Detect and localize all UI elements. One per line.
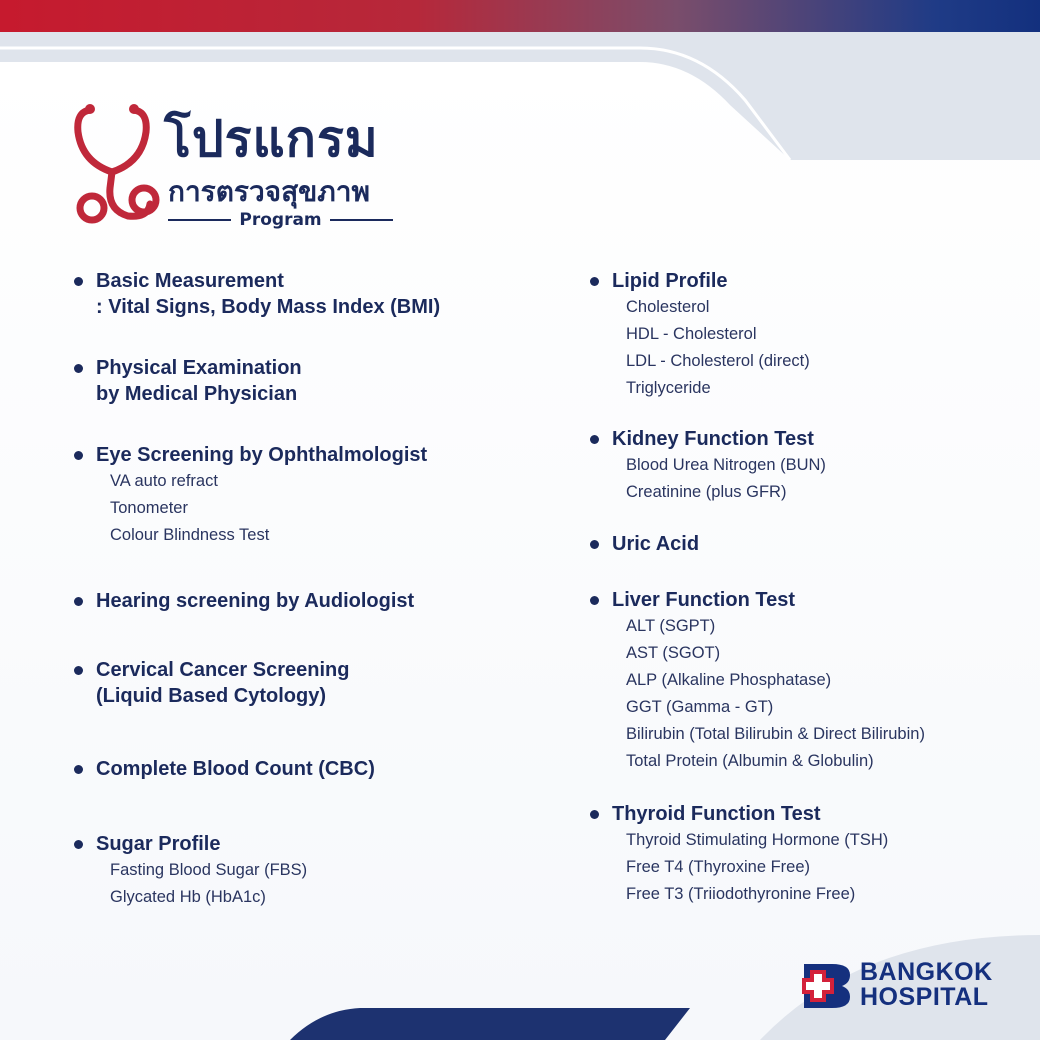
title-thai-sub: การตรวจสุขภาพ xyxy=(168,175,370,208)
section-heading xyxy=(72,355,302,407)
list-item: Free T3 (Triiodothyronine Free) xyxy=(626,885,856,903)
section-heading xyxy=(588,587,925,613)
heading-line: Sugar Profile xyxy=(96,833,221,855)
hospital-cross-icon xyxy=(802,962,852,1010)
section-heading xyxy=(588,426,826,452)
list-item: Triglyceride xyxy=(626,379,711,397)
title-thai-main: โปรแกรม xyxy=(164,110,379,168)
section-hearing-screening xyxy=(72,588,414,614)
bullet xyxy=(74,277,83,286)
bullet xyxy=(74,765,83,774)
section-heading xyxy=(72,268,440,320)
list-item: Thyroid Stimulating Hormone (TSH) xyxy=(626,831,889,849)
brand-line-1: BANGKOK xyxy=(860,958,993,986)
list-item: HDL - Cholesterol xyxy=(626,325,757,343)
heading-line: : Vital Signs, Body Mass Index (BMI) xyxy=(96,296,441,318)
heading-line: (Liquid Based Cytology) xyxy=(96,685,326,707)
section-physical-examination xyxy=(72,355,302,407)
bullet xyxy=(590,540,599,549)
heading-line: Liver Function Test xyxy=(612,589,795,611)
section-heading xyxy=(588,801,888,827)
bullet xyxy=(590,277,599,286)
section-heading xyxy=(588,531,699,557)
heading-line: Basic Measurement xyxy=(96,270,284,292)
heading-line: Cervical Cancer Screening xyxy=(96,659,350,681)
section-lipid-profile xyxy=(588,268,810,402)
section-kidney-function xyxy=(588,426,826,506)
stethoscope-icon xyxy=(70,100,160,230)
bullet xyxy=(74,840,83,849)
bullet xyxy=(74,666,83,675)
list-item: Tonometer xyxy=(110,499,188,517)
section-heading xyxy=(72,442,427,468)
list-item: Creatinine (plus GFR) xyxy=(626,483,787,501)
section-heading xyxy=(588,268,810,294)
program-header xyxy=(70,100,430,240)
section-heading xyxy=(72,588,414,614)
heading-line: Uric Acid xyxy=(612,533,700,555)
list-item: Colour Blindness Test xyxy=(110,526,270,544)
section-cervical-cancer xyxy=(72,657,349,709)
list-item: Bilirubin (Total Bilirubin & Direct Bilirubin) xyxy=(626,725,925,743)
bullet xyxy=(74,597,83,606)
heading-line: Lipid Profile xyxy=(612,270,728,292)
heading-line: Kidney Function Test xyxy=(612,428,814,450)
title-english-row xyxy=(168,208,393,232)
list-item: VA auto refract xyxy=(110,472,218,490)
section-basic-measurement xyxy=(72,268,440,320)
section-complete-blood-count xyxy=(72,756,375,782)
list-item: Total Protein (Albumin & Globulin) xyxy=(626,752,874,770)
heading-line: Thyroid Function Test xyxy=(612,803,821,825)
heading-line: Physical Examination xyxy=(96,357,302,379)
section-uric-acid xyxy=(588,531,699,557)
list-item: Glycated Hb (HbA1c) xyxy=(110,888,266,906)
heading-line: Hearing screening by Audiologist xyxy=(96,590,415,612)
list-item: GGT (Gamma - GT) xyxy=(626,698,774,716)
list-item: ALP (Alkaline Phosphatase) xyxy=(626,671,832,689)
heading-line: Eye Screening by Ophthalmologist xyxy=(96,444,428,466)
section-thyroid-function xyxy=(588,801,888,908)
brand-line-2: HOSPITAL xyxy=(860,983,989,1011)
list-item: AST (SGOT) xyxy=(626,644,721,662)
list-item: Free T4 (Thyroxine Free) xyxy=(626,858,810,876)
section-heading xyxy=(72,657,349,709)
section-liver-function xyxy=(588,587,925,775)
bullet xyxy=(74,364,83,373)
section-eye-screening xyxy=(72,442,427,549)
section-heading xyxy=(72,831,307,857)
heading-line: Complete Blood Count (CBC) xyxy=(96,758,375,780)
bullet xyxy=(74,451,83,460)
section-sugar-profile xyxy=(72,831,307,911)
heading-line: by Medical Physician xyxy=(96,383,298,405)
section-heading xyxy=(72,756,375,782)
bangkok-hospital-logo xyxy=(802,960,1012,1012)
list-item: ALT (SGPT) xyxy=(626,617,716,635)
bullet xyxy=(590,596,599,605)
list-item: Blood Urea Nitrogen (BUN) xyxy=(626,456,826,474)
bullet xyxy=(590,435,599,444)
list-item: Fasting Blood Sugar (FBS) xyxy=(110,861,308,879)
rule-left xyxy=(168,219,231,221)
list-item: Cholesterol xyxy=(626,298,710,316)
rule-right xyxy=(330,219,393,221)
bullet xyxy=(590,810,599,819)
list-item: LDL - Cholesterol (direct) xyxy=(626,352,810,370)
brand-name xyxy=(860,960,993,1010)
title-english: Program xyxy=(239,210,322,230)
